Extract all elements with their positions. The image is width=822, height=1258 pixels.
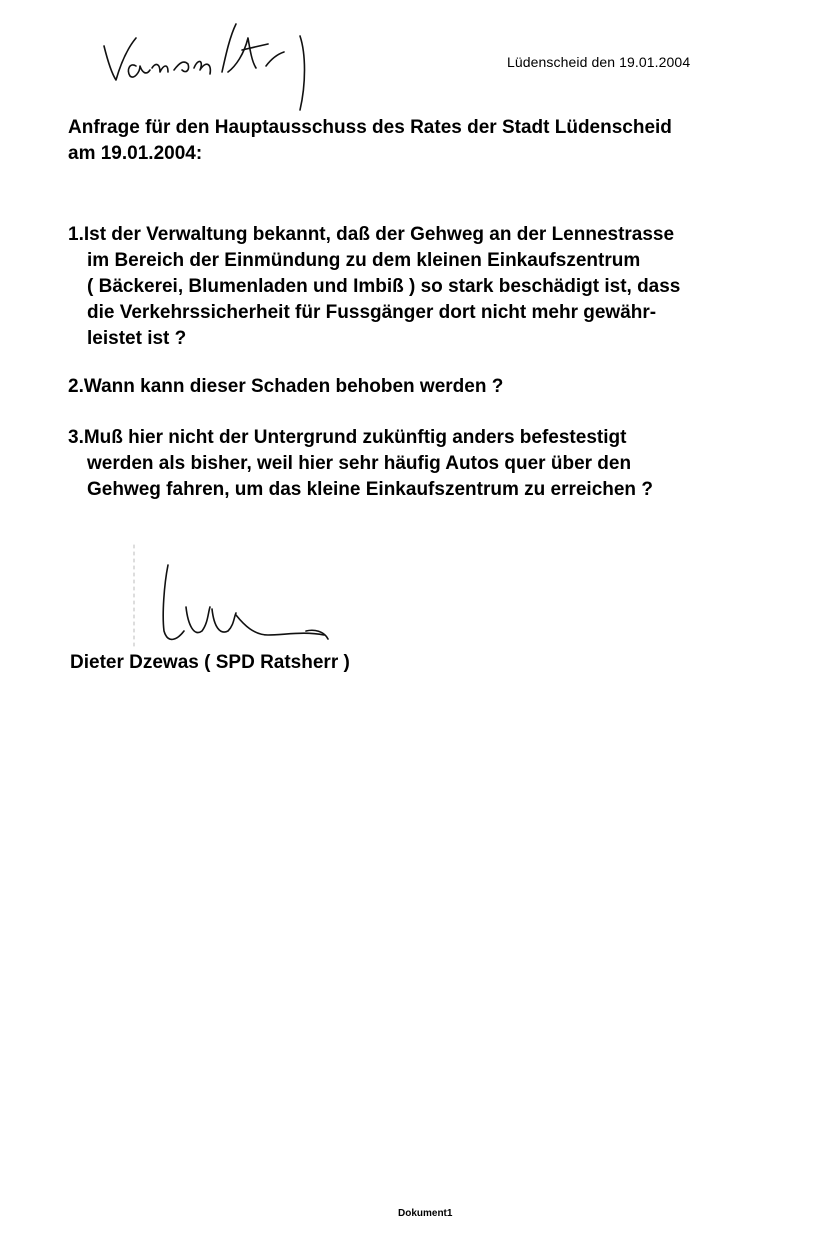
heading-line: Anfrage für den Hauptausschuss des Rates der Stadt Lüdenscheid xyxy=(68,117,672,138)
signer-name: Dieter Dzewas ( SPD Ratsherr ) xyxy=(70,652,350,673)
heading-line: am 19.01.2004: xyxy=(68,143,203,164)
document-heading xyxy=(68,115,788,167)
question-line: leistet ist ? xyxy=(87,328,187,349)
question-line: Gehweg fahren, um das kleine Einkaufszentrum zu erreichen ? xyxy=(87,479,653,500)
question-line: 3.Muß hier nicht der Untergrund zukünftig anders befestestigt xyxy=(68,427,627,448)
place-date: Lüdenscheid den 19.01.2004 xyxy=(507,54,691,70)
question-3 xyxy=(68,425,798,503)
question-line: werden als bisher, weil hier sehr häufig Autos quer über den xyxy=(87,453,632,474)
question-line: 2.Wann kann dieser Schaden behoben werden ? xyxy=(68,376,504,397)
question-2 xyxy=(68,374,798,400)
document-footer: Dokument1 xyxy=(398,1208,453,1219)
handwritten-note xyxy=(96,14,326,124)
question-1 xyxy=(68,222,798,352)
question-line: 1.Ist der Verwaltung bekannt, daß der Gehweg an der Lennestrasse xyxy=(68,224,675,245)
handwritten-signature xyxy=(128,535,343,660)
question-line: die Verkehrssicherheit für Fussgänger dort nicht mehr gewähr- xyxy=(87,302,657,323)
question-line: im Bereich der Einmündung zu dem kleinen Einkaufszentrum xyxy=(87,250,641,271)
question-line: ( Bäckerei, Blumenladen und Imbiß ) so stark beschädigt ist, dass xyxy=(87,276,681,297)
